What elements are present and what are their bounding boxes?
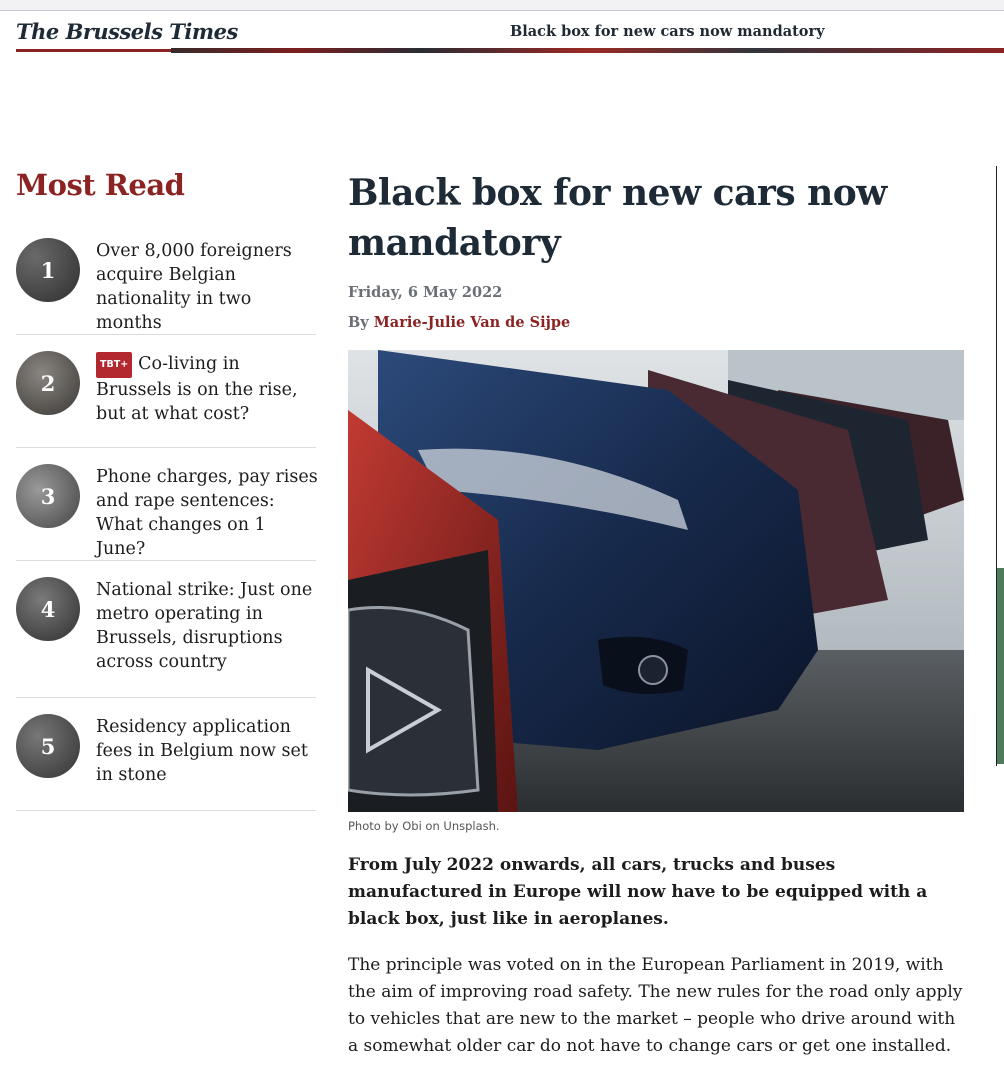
tbt-plus-badge: TBT+ xyxy=(96,352,132,378)
article-date: Friday, 6 May 2022 xyxy=(348,284,503,301)
most-read-list xyxy=(16,222,316,811)
browser-top-edge xyxy=(0,0,1004,11)
most-read-link[interactable]: National strike: Just one metro operating in Brussels, disruptions across country xyxy=(96,580,313,672)
rank-number: 2 xyxy=(40,370,56,396)
most-read-heading: Most Read xyxy=(16,168,185,202)
rank-number: 3 xyxy=(40,483,56,509)
most-read-item-3[interactable] xyxy=(16,448,316,561)
article-paragraph: The principle was voted on in the European Parliament in 2019, with the aim of improving road safety. The new rules for the road only apply to vehicles that are new to the market – people who drive around with a somewhat older car do not have to change cars or get one installed. xyxy=(348,955,963,1056)
rank-number: 5 xyxy=(40,733,56,759)
side-advertisement-banner[interactable] xyxy=(997,568,1004,764)
most-read-thumbnail[interactable] xyxy=(16,238,80,302)
author-link[interactable]: Marie-Julie Van de Sijpe xyxy=(373,314,571,331)
byline-prefix: By xyxy=(348,314,369,331)
most-read-link[interactable] xyxy=(96,352,320,426)
most-read-thumbnail[interactable] xyxy=(16,577,80,641)
cars-photo-illustration xyxy=(348,350,964,812)
header-article-title: Black box for new cars now mandatory xyxy=(510,23,825,40)
most-read-item-2[interactable] xyxy=(16,335,316,448)
rank-number: 4 xyxy=(40,596,56,622)
article-lede: From July 2022 onwards, all cars, trucks and buses manufactured in Europe will now have to be equipped with a black box, just like in aeroplanes. xyxy=(348,855,928,929)
most-read-link[interactable]: Phone charges, pay rises and rape sentences: What changes on 1 June? xyxy=(96,467,318,559)
most-read-thumbnail[interactable] xyxy=(16,351,80,415)
article-hero-image xyxy=(348,350,964,812)
most-read-link-text[interactable]: Co-living in Brussels is on the rise, but at what cost? xyxy=(96,354,298,424)
reading-progress-bar xyxy=(171,48,1004,53)
rank-number: 1 xyxy=(40,257,56,283)
most-read-thumbnail[interactable] xyxy=(16,714,80,778)
most-read-item-4[interactable] xyxy=(16,561,316,698)
site-logo[interactable]: The Brussels Times xyxy=(16,19,238,44)
image-caption: Photo by Obi on Unsplash. xyxy=(348,819,500,833)
most-read-item-5[interactable] xyxy=(16,698,316,811)
article-byline xyxy=(348,314,570,331)
most-read-thumbnail[interactable] xyxy=(16,464,80,528)
most-read-item-1[interactable] xyxy=(16,222,316,335)
article-title: Black box for new cars now mandatory xyxy=(348,172,887,264)
site-header xyxy=(0,11,1004,55)
most-read-link[interactable]: Over 8,000 foreigners acquire Belgian nationality in two months xyxy=(96,241,292,333)
most-read-link[interactable]: Residency application fees in Belgium now set in stone xyxy=(96,717,308,785)
